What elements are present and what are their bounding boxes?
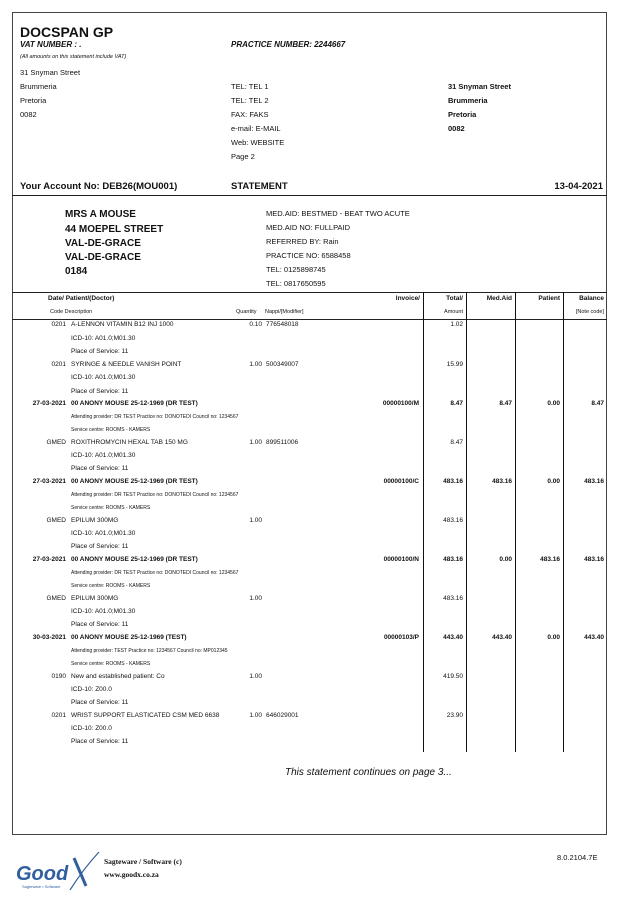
header-nappi: Nappi/[Modifier] xyxy=(265,309,304,315)
invoice-total: 483.16 xyxy=(443,478,463,485)
item-amount: 23.90 xyxy=(446,712,463,719)
item-amount: 1.02 xyxy=(450,321,463,328)
item-detail: ICD-10: A01.0;M01.30 xyxy=(71,335,136,342)
invoice-date: 30-03-2021 xyxy=(32,634,66,641)
referred-by: REFERRED BY: Rain xyxy=(266,237,339,246)
invoice-patient-amount: 0.00 xyxy=(547,634,560,641)
header-amount: Amount xyxy=(444,309,463,315)
item-detail: ICD-10: A01.0;M01.30 xyxy=(71,530,136,537)
item-amount: 483.16 xyxy=(443,517,463,524)
item-description: New and established patient: Co xyxy=(71,673,165,680)
goodx-logo-icon xyxy=(14,850,100,892)
item-amount: 483.16 xyxy=(443,595,463,602)
invoice-note: Service centre: ROOMS - KAMERS xyxy=(71,427,151,433)
item-amount: 419.50 xyxy=(443,673,463,680)
invoice-patient: 00 ANONY MOUSE 25-12-1969 (DR TEST) xyxy=(71,400,198,407)
item-detail: ICD-10: A01.0;M01.30 xyxy=(71,608,136,615)
item-detail: Place of Service: 11 xyxy=(71,699,129,706)
item-quantity: 1.00 xyxy=(249,712,262,719)
item-quantity: 1.00 xyxy=(249,673,262,680)
table-top-border xyxy=(12,292,607,293)
item-amount: 15.99 xyxy=(446,361,463,368)
postal-address-line: 0082 xyxy=(448,124,465,133)
software-version: 8.0.2104.7E xyxy=(557,853,598,862)
header-divider xyxy=(12,319,607,320)
header-quantity: Quantity xyxy=(236,309,257,315)
invoice-patient-amount: 0.00 xyxy=(547,478,560,485)
invoice-date: 27-03-2021 xyxy=(32,556,66,563)
postal-address-line: Pretoria xyxy=(448,110,477,119)
item-nappi: 899511006 xyxy=(266,439,299,446)
invoice-number: 00000103/P xyxy=(383,634,419,641)
header-patient: Patient xyxy=(538,295,560,302)
patient-address-line: VAL-DE-GRACE xyxy=(65,238,141,249)
account-number: Your Account No: DEB26(MOU001) xyxy=(20,181,178,192)
item-nappi: 776548018 xyxy=(266,321,299,328)
invoice-total: 8.47 xyxy=(450,400,463,407)
patient-tel: TEL: 0817650595 xyxy=(266,279,326,288)
invoice-med-aid: 483.16 xyxy=(492,478,512,485)
item-quantity: 1.00 xyxy=(249,439,262,446)
vat-note: (All amounts on this statement include VAT) xyxy=(20,54,127,60)
med-aid: MED.AID: BESTMED - BEAT TWO ACUTE xyxy=(266,209,410,218)
header-total: Total/ xyxy=(446,295,463,302)
invoice-note: Service centre: ROOMS - KAMERS xyxy=(71,661,151,667)
postal-address-line: Brummeria xyxy=(448,96,488,105)
item-code: GMED xyxy=(46,517,66,524)
invoice-number: 00000100/C xyxy=(383,478,419,485)
header-code-description: Code Description xyxy=(50,309,93,315)
invoice-patient-amount: 0.00 xyxy=(547,400,560,407)
practice-address-line: 31 Snyman Street xyxy=(20,68,81,77)
referring-practice-no: PRACTICE NO: 6588458 xyxy=(266,251,351,260)
patient-address-line: 44 MOEPEL STREET xyxy=(65,224,164,235)
item-description: A-LENNON VITAMIN B12 INJ 1000 xyxy=(71,321,174,328)
invoice-total: 483.16 xyxy=(443,556,463,563)
item-detail: Place of Service: 11 xyxy=(71,621,129,628)
item-detail: ICD-10: Z00.0 xyxy=(71,725,112,732)
invoice-med-aid: 8.47 xyxy=(499,400,512,407)
invoice-balance: 8.47 xyxy=(591,400,604,407)
contact-email: e-mail: E-MAIL xyxy=(231,124,281,133)
page-number: Page 2 xyxy=(231,152,255,161)
item-code: 0201 xyxy=(51,361,66,368)
svg-text:Sagteware • Software: Sagteware • Software xyxy=(22,884,61,889)
item-description: SYRINGE & NEEDLE VANISH POINT xyxy=(71,361,182,368)
contact-fax: FAX: FAKS xyxy=(231,110,269,119)
item-detail: Place of Service: 11 xyxy=(71,465,129,472)
item-quantity: 1.00 xyxy=(249,517,262,524)
invoice-patient: 00 ANONY MOUSE 25-12-1969 (DR TEST) xyxy=(71,556,198,563)
software-copyright: Sagteware / Software (c) xyxy=(104,857,182,866)
item-description: EPILUM 300MG xyxy=(71,517,119,524)
practice-address-line: Brummeria xyxy=(20,82,57,91)
item-quantity: 0.10 xyxy=(249,321,262,328)
invoice-patient: 00 ANONY MOUSE 25-12-1969 (TEST) xyxy=(71,634,187,641)
item-code: 0201 xyxy=(51,321,66,328)
invoice-date: 27-03-2021 xyxy=(32,400,66,407)
invoice-note: Attending provider: TEST Practice no: 1234567 Council no: MP012345 xyxy=(71,648,228,654)
invoice-balance: 483.16 xyxy=(584,478,604,485)
column-divider xyxy=(466,292,467,752)
patient-tel: TEL: 0125898745 xyxy=(266,265,326,274)
statement-title: STATEMENT xyxy=(231,181,288,192)
header-date-patient: Date/ Patient/(Doctor) xyxy=(48,295,115,302)
column-divider xyxy=(515,292,516,752)
contact-web: Web: WEBSITE xyxy=(231,138,285,147)
item-code: GMED xyxy=(46,595,66,602)
item-detail: ICD-10: A01.0;M01.30 xyxy=(71,452,136,459)
header-balance: Balance xyxy=(579,295,604,302)
statement-date: 13-04-2021 xyxy=(554,181,603,192)
invoice-patient-amount: 483.16 xyxy=(540,556,560,563)
invoice-balance: 443.40 xyxy=(584,634,604,641)
contact-tel-1: TEL: TEL 1 xyxy=(231,82,269,91)
svg-text:Good: Good xyxy=(16,863,69,885)
vat-number: VAT NUMBER : . xyxy=(20,40,82,49)
item-description: EPILUM 300MG xyxy=(71,595,119,602)
item-detail: Place of Service: 11 xyxy=(71,738,129,745)
item-detail: Place of Service: 11 xyxy=(71,543,129,550)
invoice-balance: 483.16 xyxy=(584,556,604,563)
item-detail: Place of Service: 11 xyxy=(71,348,129,355)
item-amount: 8.47 xyxy=(450,439,463,446)
item-detail: Place of Service: 11 xyxy=(71,388,129,395)
invoice-note: Attending provider: DR TEST Practice no: DONOTEDI Council no: 1234567 xyxy=(71,492,239,498)
patient-postal-code: 0184 xyxy=(65,266,88,277)
patient-name: MRS A MOUSE xyxy=(65,209,136,220)
item-code: 0190 xyxy=(51,673,66,680)
item-detail: ICD-10: Z00.0 xyxy=(71,686,112,693)
patient-address-line: VAL-DE-GRACE xyxy=(65,252,141,263)
invoice-total: 443.40 xyxy=(443,634,463,641)
invoice-number: 00000100/N xyxy=(383,556,419,563)
practice-number: PRACTICE NUMBER: 2244667 xyxy=(231,40,346,49)
practice-name: DOCSPAN GP xyxy=(20,24,114,40)
header-med-aid: Med.Aid xyxy=(486,295,512,302)
item-nappi: 500349007 xyxy=(266,361,299,368)
goodx-website-link[interactable]: www.goodx.co.za xyxy=(104,870,159,879)
item-nappi: 646029001 xyxy=(266,712,299,719)
item-quantity: 1.00 xyxy=(249,361,262,368)
continues-note: This statement continues on page 3... xyxy=(285,767,452,778)
item-detail: ICD-10: A01.0;M01.30 xyxy=(71,374,136,381)
invoice-med-aid: 0.00 xyxy=(499,556,512,563)
invoice-med-aid: 443.40 xyxy=(492,634,512,641)
divider xyxy=(12,195,607,196)
med-aid-number: MED.AID NO: FULLPAID xyxy=(266,223,351,232)
invoice-note: Service centre: ROOMS - KAMERS xyxy=(71,505,151,511)
invoice-number: 00000100/M xyxy=(382,400,419,407)
item-quantity: 1.00 xyxy=(249,595,262,602)
contact-tel-2: TEL: TEL 2 xyxy=(231,96,269,105)
invoice-note: Attending provider: DR TEST Practice no: DONOTEDI Council no: 1234567 xyxy=(71,414,239,420)
header-invoice: Invoice/ xyxy=(395,295,420,302)
column-divider xyxy=(563,292,564,752)
item-code: 0201 xyxy=(51,712,66,719)
item-description: ROXITHROMYCIN HEXAL TAB 150 MG xyxy=(71,439,188,446)
header-note-code: [Note code] xyxy=(575,309,604,315)
practice-address-line: 0082 xyxy=(20,110,37,119)
invoice-date: 27-03-2021 xyxy=(32,478,66,485)
practice-address-line: Pretoria xyxy=(20,96,47,105)
item-description: WRIST SUPPORT ELASTICATED CSM MED 6638 xyxy=(71,712,220,719)
invoice-patient: 00 ANONY MOUSE 25-12-1969 (DR TEST) xyxy=(71,478,198,485)
postal-address-line: 31 Snyman Street xyxy=(448,82,511,91)
invoice-note: Service centre: ROOMS - KAMERS xyxy=(71,583,151,589)
invoice-note: Attending provider: DR TEST Practice no: DONOTEDI Council no: 1234567 xyxy=(71,570,239,576)
item-code: GMED xyxy=(46,439,66,446)
